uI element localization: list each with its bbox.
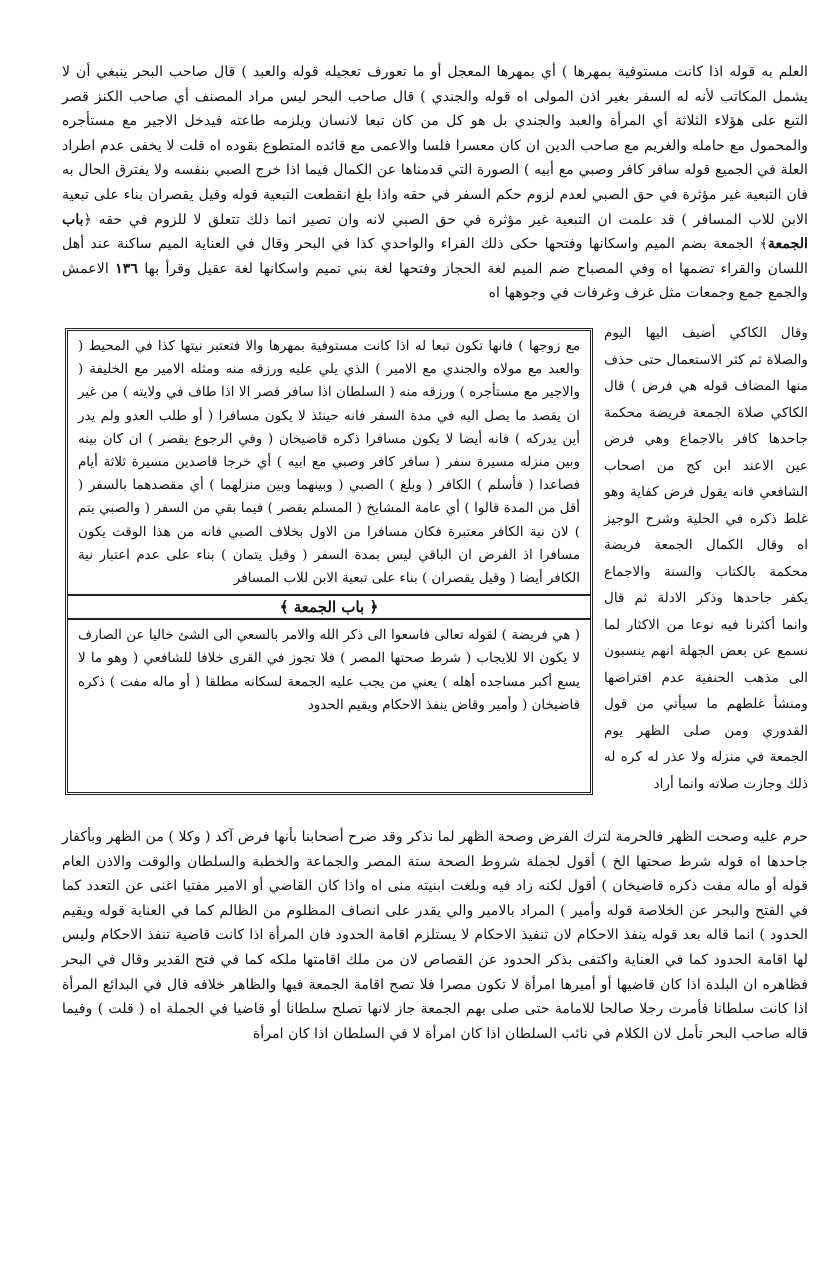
- commentary-text-top: العلم به قوله اذا كانت مستوفية بمهرها ) أي بمهرها المعجل أو ما تعورف تعجيله قوله والعبد ) قال صاحب البحر ينبغي أن لا يشمل المكاتب لأنه له السفر بغير اذن المولى اه قوله والجندي ) قال صاحب البحر ليس مراد المصنف أي صاحب الكنز قصر التبع على هؤلاء الثلاثة أي المرأة والعبد والجندي بل هو كل من كان تبعا لانسان ويلزمه طاعته فيدخل الاجير مع مستأجره والمحمول مع حامله والغريم مع صاحب الدين ان كان معسرا فلسا والاعمى مع قائده المتطوع بقوده اه قلت لا يخفى عدم اطراد العلة في الجميع قوله سافر كافر وصبي مع أبيه ) الصورة التي قدمناها عن الكمال فيما اذا خرج الصبي بنفسه ولا يفترق الحال به فان التبعية غير مؤثرة في حق الصبي لعدم لزوم حكم السفر في حقه واذا بلغ انقطعت التبعية قوله وقيل يقصران بناء على تبعية الابن للاب المسافر ) قد علمت ان التبعية غير مؤثرة في حق الصبي لانه وان تصير انما ذلك تتعلق لا للزوم في حقه: [62, 64, 808, 228]
- commentary-paragraph-top: العلم به قوله اذا كانت مستوفية بمهرها ) أي بمهرها المعجل أو ما تعورف تعجيله قوله والعبد ) قال صاحب البحر ينبغي أن لا يشمل المكاتب لأنه له السفر بغير اذن المولى اه قوله والجندي ) قال صاحب البحر ليس مراد المصنف أي صاحب الكنز قصر التبع على هؤلاء الثلاثة أي المرأة والعبد والجندي بل هو كل من كان تبعا لانسان ويلزمه طاعته فيدخل الاجير مع مستأجره والمحمول مع حامله والغريم مع صاحب الدين ان كان معسرا فلسا والاعمى مع قائده المتطوع بقوده اه قلت لا يخفى عدم اطراد العلة في الجميع قوله سافر كافر وصبي مع أبيه ) الصورة التي قدمناها عن الكمال فيما اذا خرج الصبي بنفسه ولا يفترق الحال به فان التبعية غير مؤثرة في حق الصبي لعدم لزوم حكم السفر في حقه واذا بلغ انقطعت التبعية قوله وقيل يقصران بناء على تبعية الابن للاب المسافر ) قد علمت ان التبعية غير مؤثرة في حق الصبي لانه وان تصير انما ذلك تتعلق لا للزوم في حقه ﴿باب الجمعة﴾ الجمعة بضم الميم واسكانها وفتحها حكى ذلك الفراء والواحدي كذا في البحر وقال في العناية الميم ساكنة عند أهل اللسان والقراء تضمها اه وفي المصباح ضم الميم لغة الحجاز وفتحها لغة بني تميم واسكانها لغة عقيل وقرأ بها ١٣٦ الاعمش والجمع جمع وجمعات مثل غرف وغرفات في وجوهها اه: [62, 64, 808, 302]
- commentary-text-top-end: الاعمش والجمع جمع وجمعات مثل غرف وغرفات في وجوهها اه: [62, 260, 808, 302]
- margin-commentary: [602, 320, 810, 797]
- chapter-heading-box: باب الجمعة: [293, 598, 365, 617]
- margin-commentary-text: وقال الكاكي أضيف اليها اليوم والصلاة ثم كثر الاستعمال حتى حذف منها المضاف قوله هي فرض ) قال الكاكي صلاة الجمعة فريضة محكمة جاحدها كافر بالاجماع وهي فرض عين الاعند ابن كج من اصحاب الشافعي فانه يقول فرض كفاية وهو غلط ذكره في الحلية وشرح الوجيز اه وقال الكمال الجمعة فريضة محكمة بالكتاب والسنة والاجماع يكفر جاحدها وذكر الادلة ثم قال وانما أكثرنا فيه نوعا من الاكثار لما نسمع عن بعض الجهلة انهم ينسبون الى مذهب الحنفية عدم افتراضها ومنشأ غلطهم ما سيأتي من قول القدوري ومن صلى الظهر يوم الجمعة في منزله ولا عذر له كره له ذلك وجازت صلاته وانما أراد: [604, 325, 808, 792]
- commentary-top: [60, 60, 810, 306]
- chapter-heading-top: باب الجمعة: [62, 211, 808, 253]
- page-number: ١٣٦: [115, 260, 138, 277]
- page: [60, 60, 810, 1070]
- main-text-paragraph: مع زوجها ) فانها تكون تبعا له اذا كانت مستوفية بمهرها والا فتعتبر نيتها كذا في المحيط ( والعبد مع مولاه والجندي مع الامير ) الذي يلي عليه ورزقه منه ومثله الامير مع الخليفة ( والاجير مع مستأجره ) ورزقه منه ( السلطان اذا سافر قصر الا اذا طاف في ولايته ) من غير ان يقصد ما يصل اليه في مدة السفر فانه حينئذ لا يكون مسافرا ( أو طلب العدو ولم يدر أين يدركه ) فانه أيضا لا يكون مسافرا ذكره قاضيخان ( وفي الرجوع يقصر ) ان كان بينه وبين منزله مسيرة سفر ( سافر كافر وصبي مع ابيه ) أي خرجا قاصدين مسيرة ثلاثة أيام فصاعدا ( فأسلم ) الكافر ( وبلغ ) الصبي ( وبينهما وبين منزلهما ) أي مقصدهما بالسفر ( أقل من المدة قالوا ) أي عامة المشايخ ( المسلم يقصر ) فيما بقي من السفر ( والصبي يتم ) لان نية الكافر معتبرة فكان مسافرا من الاول بخلاف الصبي فانه من هذا الوقت يكون مسافرا اذ الفرض ان الباقي ليس بمدة السفر ( وقيل يتمان ) بناء على عدم اعتبار نية الكافر أيضا ( وقيل يقصران ) بناء على تبعية الابن للاب المسافر: [78, 339, 580, 587]
- commentary-bottom: [60, 825, 810, 1046]
- main-text-paragraph-after-heading: ( هي فريضة ) لقوله تعالى فاسعوا الى ذكر الله والامر بالسعي الى الشئ خاليا عن الصارف لا يكون الا للايجاب ( شرط صحتها المصر ) فلا تجوز في القرى خلافا للشافعي ( وهو ما لا يسع أكبر مساجده أهله ) يعني من يجب عليه الجمعة لسكانه مطلقا ( أو ماله مفت ) ذكره قاضيخان ( وأمير وقاض ينفذ الاحكام ويقيم الحدود: [78, 628, 580, 713]
- commentary-text-top-tail: الجمعة بضم الميم واسكانها وفتحها حكى ذلك الفراء والواحدي كذا في البحر وقال في العناية الميم ساكنة عند أهل اللسان والقراء تضمها اه وفي المصباح ضم الميم لغة الحجاز وفتحها لغة بني تميم واسكانها لغة عقيل وقرأ بها: [62, 236, 808, 277]
- commentary-paragraph-bottom: حرم عليه وصحت الظهر فالحرمة لترك الفرض وصحة الظهر لما نذكر وقد صرح أصحابنا بأنها فرض آكد ( وكلا ) من الظهر وبأكفار جاحدها اه قوله شرط صحتها الخ ) أقول لجملة شروط الصحة ستة المصر والجماعة والخطبة والسلطان والوقت والاذن العام قوله أو ماله مفت ذكره قاضيخان ) أقول لكنه زاد فيه وبلغت ابنيته منى اه واذا كان القاضي أو الامير مفتيا اغنى عن التعدد كما في الفتح والبحر عن الخلاصة قوله وأمير ) المراد بالامير والي يقدر على انصاف المظلوم من الظالم كما في العناية قوله ويقيم الحدود ) انما قاله بعد قوله ينفذ الاحكام لان تنفيذ الاحكام لا يستلزم اقامة الحدود فان المرأة اذا كانت قاضية تنفذ الاحكام وليس لها اقامة الحدود كما في العناية واكتفى بذكر الحدود عن القصاص لان من ملك اقامتها ملكه كما في فتح القدير وقال في البحر فظاهره ان البلدة اذا كان قاضيها أو أميرها امرأة لا تكون مصرا فلا تصح اقامة الجمعة فيها والظاهر خلافه قال في البدائع المرأة اذا كانت سلطانا فأمرت رجلا صالحا للامامة حتى صلى بهم الجمعة جاز لانها تصلح سلطانا أو قاضيا في الجملة اه ( قلت ) وفيما قاله صاحب البحر تأمل لان الكلام في نائب السلطان اذا كان امرأة لا في السلطان اذا كان امرأة: [62, 829, 808, 1042]
- main-text-box: [65, 328, 593, 795]
- chapter-heading-bar: ﴿ باب الجمعة ﴾: [68, 594, 590, 620]
- middle-section: [60, 320, 810, 820]
